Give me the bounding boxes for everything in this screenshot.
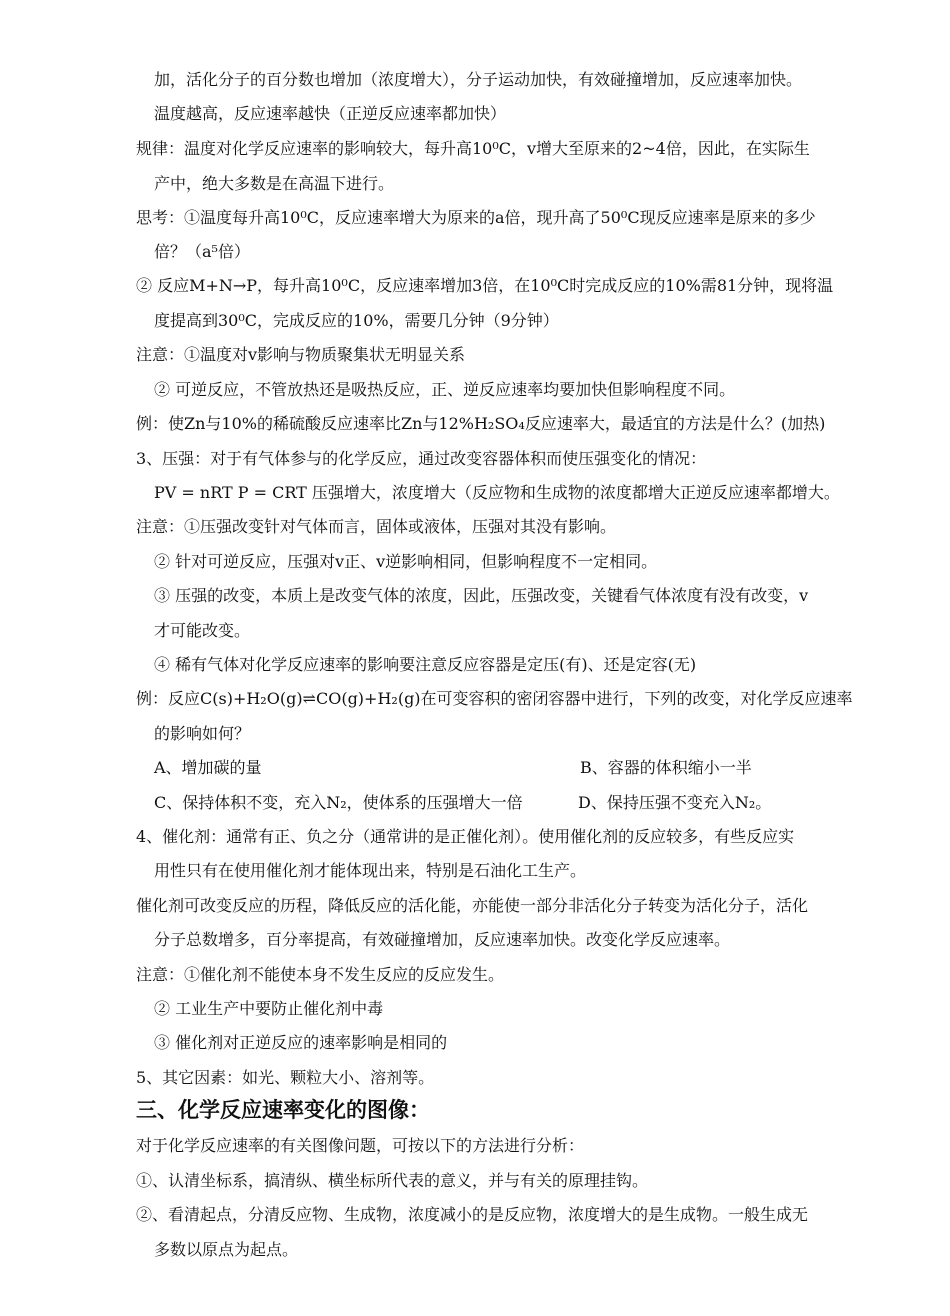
option-row [154,790,914,816]
option-c: C、保持体积不变，充入N₂，使体系的压强增大一倍 [154,793,523,812]
section-heading: 4、催化剂：通常有正、负之分（通常讲的是正催化剂）。使用催化剂的反应较多，有些反应实 [136,827,795,846]
text-line: 例：反应C(s)+H₂O(g)⇌CO(g)+H₂(g)在可变容积的密闭容器中进行，下列的改变，对化学反应速率 [136,689,853,708]
option-a: A、增加碳的量 [154,758,262,777]
section-heading: 3、压强：对于有气体参与的化学反应，通过改变容器体积而使压强变化的情况： [136,449,707,468]
text-line: 多数以原点为起点。 [154,1240,299,1259]
text-line: ③ 催化剂对正逆反应的速率影响是相同的 [154,1033,448,1052]
text-line: 的影响如何？ [154,724,251,743]
text-line: 注意：①压强改变针对气体而言，固体或液体，压强对其没有影响。 [136,517,617,536]
text-line: 注意：①温度对v影响与物质聚集状无明显关系 [136,345,466,364]
option-d: D、保持压强不变充入N₂。 [578,793,772,812]
text-line: PV = nRT P = CRT 压强增大，浓度增大（反应物和生成物的浓度都增大正逆反应速率都增大。 [154,483,840,502]
text-line: 对于化学反应速率的有关图像问题，可按以下的方法进行分析： [136,1136,585,1155]
text-line: 才可能改变。 [154,621,251,640]
text-line: 产中，绝大多数是在高温下进行。 [154,174,395,193]
text-line: 加，活化分子的百分数也增加（浓度增大），分子运动加快，有效碰撞增加，反应速率加快。 [154,70,803,89]
text-line: 规律：温度对化学反应速率的影响较大，每升高10⁰C，v增大至原来的2~4倍，因此，在实际生 [136,139,810,158]
text-line: 倍？（a⁵倍） [154,242,250,261]
text-line: 催化剂可改变反应的历程，降低反应的活化能，亦能使一部分非活化分子转变为活化分子，活化 [136,896,809,915]
text-line: 分子总数增多，百分率提高，有效碰撞增加，反应速率加快。改变化学反应速率。 [154,930,731,949]
text-line: ② 反应M+N→P，每升高10⁰C，反应速率增加3倍，在10⁰C时完成反应的10%需81分钟，现将温 [136,276,834,295]
text-line: ④ 稀有气体对化学反应速率的影响要注意反应容器是定压(有)、还是定容(无) [154,655,697,674]
text-line: ②、看清起点，分清反应物、生成物，浓度减小的是反应物，浓度增大的是生成物。一般生成无 [136,1205,809,1224]
text-line: 例：使Zn与10%的稀硫酸反应速率比Zn与12%H₂SO₄反应速率大，最适宜的方法是什么？(加热) [136,414,826,433]
text-line: 温度越高，反应速率越快（正逆反应速率都加快） [154,104,507,123]
text-line: ② 针对可逆反应，压强对v正、v逆影响相同，但影响程度不一定相同。 [154,552,658,571]
text-line: ② 工业生产中要防止催化剂中毒 [154,999,384,1018]
section-heading: 5、其它因素：如光、颗粒大小、溶剂等。 [136,1068,435,1087]
chapter-heading: 三、化学反应速率变化的图像： [136,1098,430,1122]
option-b: B、容器的体积缩小一半 [580,758,752,777]
text-line: 注意：①催化剂不能使本身不发生反应的反应发生。 [136,965,505,984]
text-line: 用性只有在使用催化剂才能体现出来，特别是石油化工生产。 [154,861,587,880]
text-line: 思考：①温度每升高10⁰C，反应速率增大为原来的a倍，现升高了50⁰C现反应速率是原来的多少 [136,208,816,227]
text-line: ①、认清坐标系，搞清纵、横坐标所代表的意义，并与有关的原理挂钩。 [136,1171,649,1190]
option-row [154,755,914,781]
text-line: 度提高到30⁰C，完成反应的10%，需要几分钟（9分钟） [154,311,559,330]
text-line: ③ 压强的改变，本质上是改变气体的浓度，因此，压强改变，关键看气体浓度有没有改变，v [154,586,809,605]
text-line: ② 可逆反应，不管放热还是吸热反应，正、逆反应速率均要加快但影响程度不同。 [154,380,736,399]
